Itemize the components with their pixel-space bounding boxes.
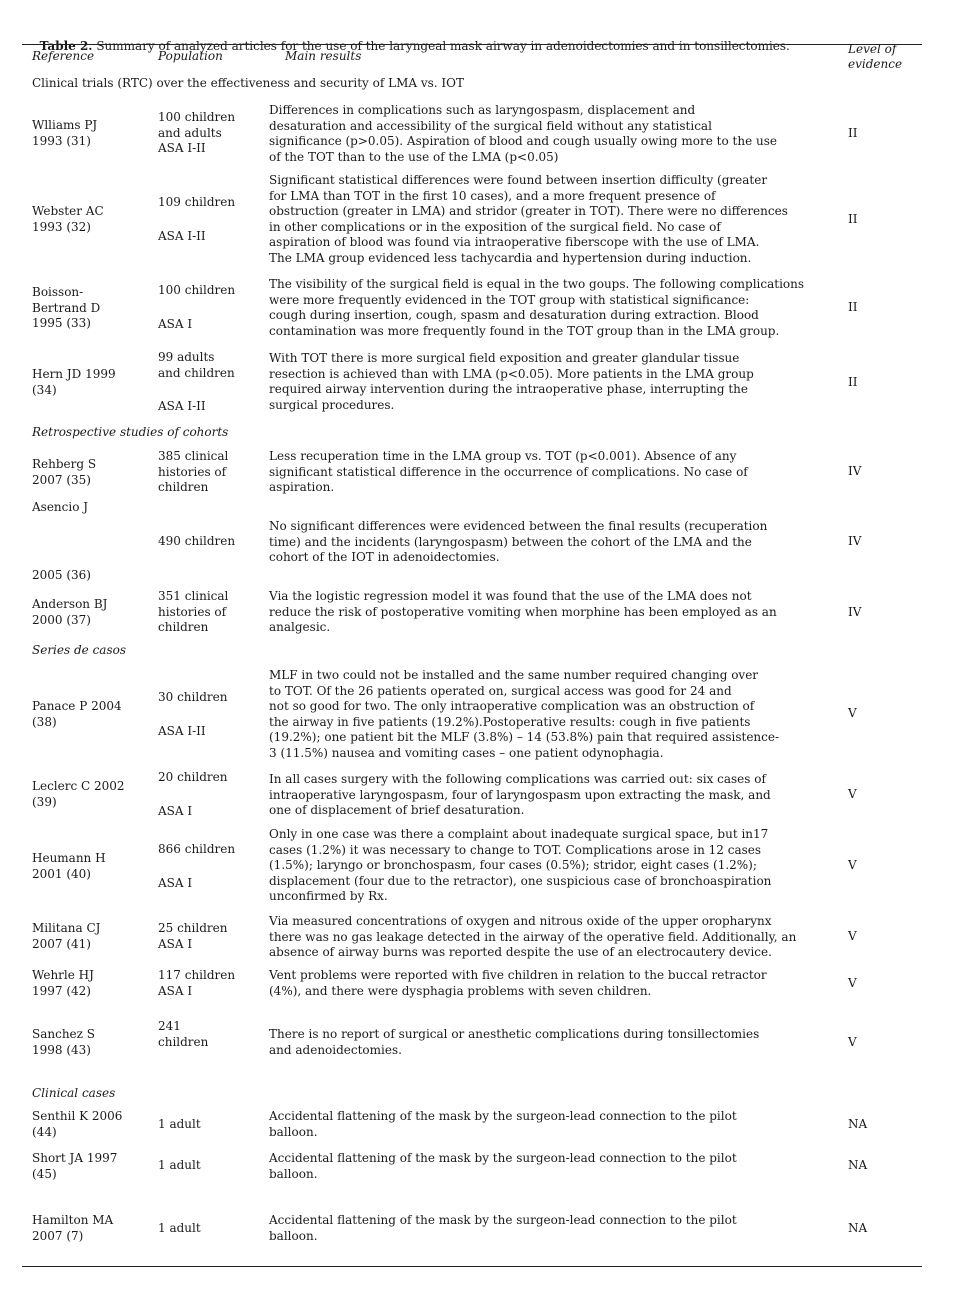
row-population: 385 clinical histories of children [158,449,229,495]
row-results: There is no report of surgical or anesthetic complications during tonsillectomies and adenoidectomies. [269,1027,760,1057]
row-results: The visibility of the surgical field is equal in the two goups. The following complications were more frequently evidenced in the TOT group with statistical significance: cough during insertion, cough, spasm and desaturation during extraction. Blood contamination was more frequently found in the TOT group than in the LMA group. [269,277,805,338]
header-population: Population [158,49,223,63]
row-level: V [848,858,857,872]
section-clinical-trials: Clinical trials (RTC) over the effectiveness and security of LMA vs. IOT [32,76,465,90]
row-level: IV [848,605,862,619]
row-reference: Leclerc C 2002 (39) [32,779,125,809]
row-level: NA [848,1158,868,1172]
row-asa: ASA I-II [158,229,206,243]
row-population: 351 clinical histories of children [158,589,229,635]
row-level: V [848,787,857,801]
table-title [32,23,790,54]
row-results: Only in one case was there a complaint about inadequate surgical space, but in17 cases (1.2%) it was necessary to change to TOT. Complications arose in 12 cases (1.5%); laryngo or bronchospasm, four cases (0.5%); stridor, eight cases (1.2%); displacement (four due to the retractor), one suspicious case of bronchoaspiration unconfirmed by Rx. [269,827,772,904]
row-population: 20 children [158,770,228,784]
row-reference-year: 2005 (36) [32,568,91,582]
row-reference: Short JA 1997 (45) [32,1151,118,1181]
row-level: NA [848,1221,868,1235]
header-results: Main results [285,49,362,63]
row-asa: ASA I [158,804,193,818]
row-level: II [848,375,858,389]
section-series: Series de casos [32,643,126,657]
row-level: IV [848,464,862,478]
row-results: MLF in two could not be installed and the same number required changing over to TOT. Of the 26 patients operated on, surgical access was good for 24 and not so good for two. The only intraoperative complication was an obstruction of the airway in five patients (19.2%).Postoperative results: cough in five patients (19.2%); one patient bit the MLF (3.8%) – 14 (53.8%) pain that required assistence- 3 (11.5%) nausea and vomiting cases – one patient odynophagia. [269,668,780,760]
row-level: II [848,126,858,140]
row-reference: Hern JD 1999 (34) [32,367,116,397]
row-reference: Asencio J [32,500,89,514]
row-asa: ASA I-II [158,724,206,738]
row-reference: Wlliams PJ 1993 (31) [32,118,98,148]
row-level: II [848,212,858,226]
row-population: 100 children and adults ASA I-II [158,110,236,156]
row-level: IV [848,534,862,548]
row-level: V [848,706,857,720]
row-population: 1 adult [158,1158,201,1172]
row-results: Differences in complications such as laryngospasm, displacement and desaturation and accessibility of the surgical field without any statistical significance (p>0.05). Aspiration of blood and cough usually owing more to the use of the TOT than to the use of the LMA (p<0.05) [269,103,777,164]
top-rule [22,44,922,45]
row-reference: Rehberg S 2007 (35) [32,457,97,487]
row-results: Via the logistic regression model it was found that the use of the LMA does not reduce the risk of postoperative vomiting when morphine has been employed as an analgesic. [269,589,777,635]
row-reference: Sanchez S 1998 (43) [32,1027,96,1057]
row-population: 1 adult [158,1117,201,1131]
row-population: 109 children [158,195,236,209]
row-results: No significant differences were evidenced between the final results (recuperation time) and the incidents (laryngospasm) between the cohort of the LMA and the cohort of the IOT in adenoidectomies. [269,519,768,565]
row-population: 866 children [158,842,236,856]
row-results: Accidental flattening of the mask by the surgeon-lead connection to the pilot balloon. [269,1151,737,1181]
row-level: V [848,929,857,943]
row-reference: Militana CJ 2007 (41) [32,921,101,951]
row-reference: Wehrle HJ 1997 (42) [32,968,94,998]
row-reference: Senthil K 2006 (44) [32,1109,123,1139]
row-asa: ASA I [158,317,193,331]
row-results: Significant statistical differences were found between insertion difficulty (greater for LMA than TOT in the first 10 cases), and a more frequent presence of obstruction (greater in LMA) and stridor (greater in TOT). There were no differences in other complications or in the exposition of the surgical field. No case of aspiration of blood was found via intraoperative fiberscope with the use of LMA. The LMA group evidenced less tachycardia and hypertension during induction. [269,173,788,265]
row-population: 99 adults and children [158,350,235,380]
row-results: In all cases surgery with the following complications was carried out: six cases of intraoperative laryngospasm, four of laryngospasm upon extracting the mask, and one of displacement of brief desaturation. [269,772,771,818]
row-level: II [848,300,858,314]
row-reference: Panace P 2004 (38) [32,699,122,729]
row-population: 241 children [158,1019,209,1049]
row-results: Vent problems were reported with five children in relation to the buccal retractor (4%), and there were dysphagia problems with seven children. [269,968,767,998]
row-reference: Heumann H 2001 (40) [32,851,106,881]
section-retrospective: Retrospective studies of cohorts [32,425,229,439]
row-level: NA [848,1117,868,1131]
row-reference: Webster AC 1993 (32) [32,204,104,234]
row-results: Less recuperation time in the LMA group vs. TOT (p<0.001). Absence of any significant statistical difference in the occurrence of complications. No case of aspiration. [269,449,748,495]
section-clinical-cases: Clinical cases [32,1086,116,1100]
row-population: 100 children [158,283,236,297]
row-results: Accidental flattening of the mask by the surgeon-lead connection to the pilot balloon. [269,1213,737,1243]
table-caption: Summary of analyzed articles for the use of the laryngeal mask airway in adenoidectomies and in tonsillectomies. [96,38,790,53]
header-reference: Reference [32,49,95,63]
row-reference: Anderson BJ 2000 (37) [32,597,108,627]
row-population: 1 adult [158,1221,201,1235]
row-population: 117 children ASA I [158,968,236,998]
row-reference: Boisson- Bertrand D 1995 (33) [32,285,101,331]
row-asa: ASA I-II [158,399,206,413]
row-results: Accidental flattening of the mask by the surgeon-lead connection to the pilot balloon. [269,1109,737,1139]
bottom-rule [22,1266,922,1267]
row-level: V [848,976,857,990]
row-asa: ASA I [158,876,193,890]
row-population: 30 children [158,690,228,704]
row-level: V [848,1035,857,1049]
row-results: With TOT there is more surgical field exposition and greater glandular tissue resection is achieved than with LMA (p<0.05). More patients in the LMA group required airway intervention during the intraoperative phase, interrupting the surgical procedures. [269,351,754,412]
row-results: Via measured concentrations of oxygen and nitrous oxide of the upper oropharynx there was no gas leakage detected in the airway of the operative field. Additionally, an absence of airway burns was reported despite the use of an electrocautery device. [269,914,797,960]
header-level: Level of evidence [848,42,903,71]
table-label: Table 2. [39,38,93,53]
row-population: 490 children [158,534,236,548]
row-population: 25 children ASA I [158,921,228,951]
row-reference: Hamilton MA 2007 (7) [32,1213,114,1243]
